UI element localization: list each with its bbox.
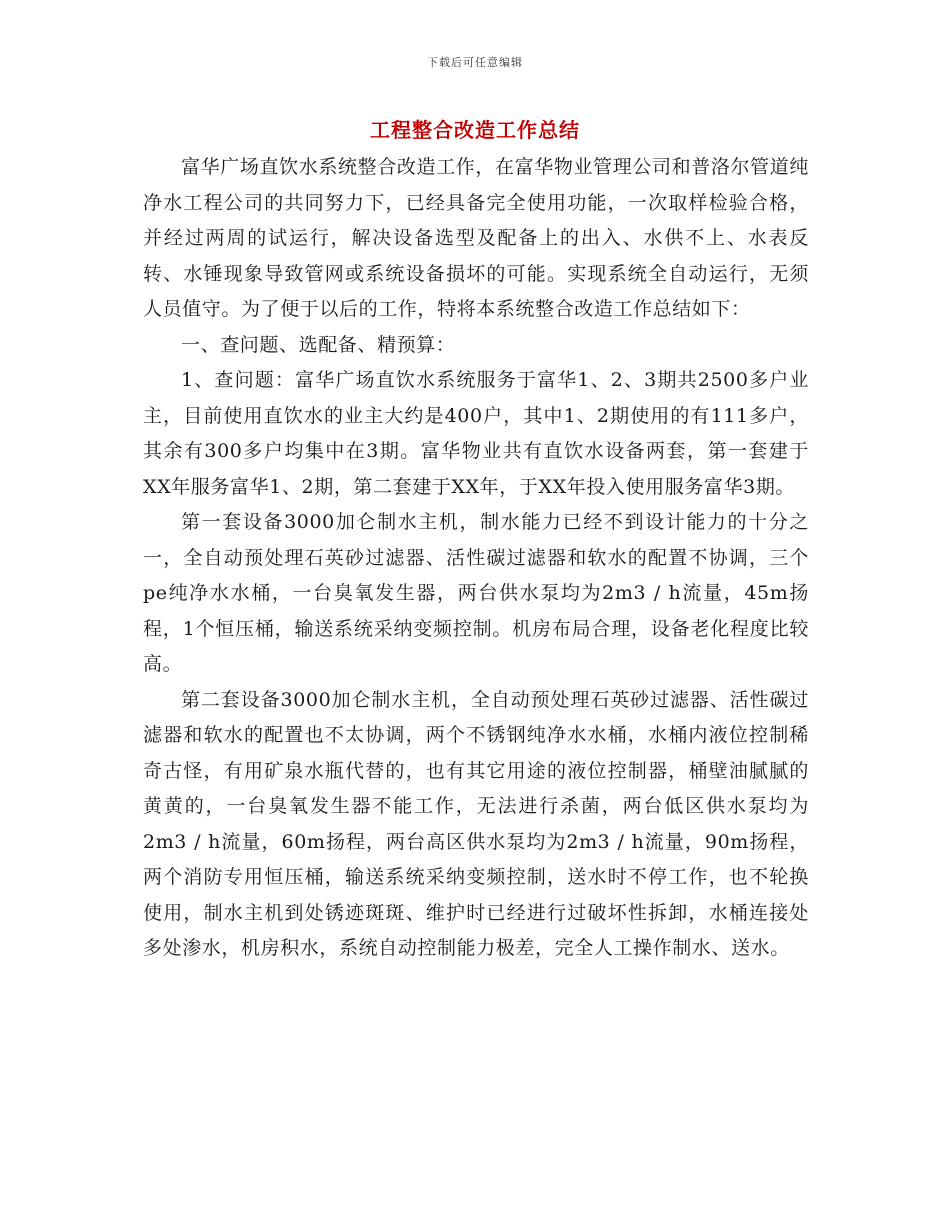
paragraph-first-equipment: 第一套设备3000加仑制水主机，制水能力已经不到设计能力的十分之一，全自动预处理石英砂过滤器、活性碳过滤器和软水的配置不协调，三个pe纯净水水桶，一台臭氧发生器，两台供水泵均为2m3 / h流量，45m扬程，1个恒压桶，输送系统采纳变频控制。机房布局合理，设备老化程度比较高。 [143,511,809,675]
document-title: 工程整合改造工作总结 [370,118,580,142]
paragraph-find-problems: 1、查问题：富华广场直饮水系统服务于富华1、2、3期共2500多户业主，目前使用直饮水的业主大约是400户，其中1、2期使用的有111多户，其余有300多户均集中在3期。富华物业共有直饮水设备两套，第一套建于XX年服务富华1、2期，第二套建于XX年，于XX年投入使用服务富华3期。 [143,369,809,498]
paragraph-section-heading: 一、查问题、选配备、精预算： [181,333,456,356]
paragraph-intro: 富华广场直饮水系统整合改造工作，在富华物业管理公司和普洛尔管道纯净水工程公司的共同努力下，已经具备完全使用功能，一次取样检验合格，并经过两周的试运行，解决设备选型及配备上的出入、水供不上、水表反转、水锤现象导致管网或系统设备损坏的可能。实现系统全自动运行，无须人员值守。为了便于以后的工作，特将本系统整合改造工作总结如下： [143,156,809,320]
document-body [143,150,809,967]
header-note: 下载后可任意编辑 [427,56,523,69]
paragraph-second-equipment: 第二套设备3000加仑制水主机，全自动预处理石英砂过滤器、活性碳过滤器和软水的配置也不太协调，两个不锈钢纯净水水桶，水桶内液位控制稀奇古怪，有用矿泉水瓶代替的，也有其它用途的液位控制器，桶壁油腻腻的黄黄的，一台臭氧发生器不能工作，无法进行杀菌，两台低区供水泵均为2m3 / h流量，60m扬程，两台高区供水泵均为2m3 / h流量，90m扬程，两个消防专用恒压桶，输送系统采纳变频控制，送水时不停工作，也不轮换使用，制水主机到处锈迹斑斑、维护时已经进行过破坏性拆卸，水桶连接处多处渗水，机房积水，系统自动控制能力极差，完全人工操作制水、送水。 [143,688,809,959]
